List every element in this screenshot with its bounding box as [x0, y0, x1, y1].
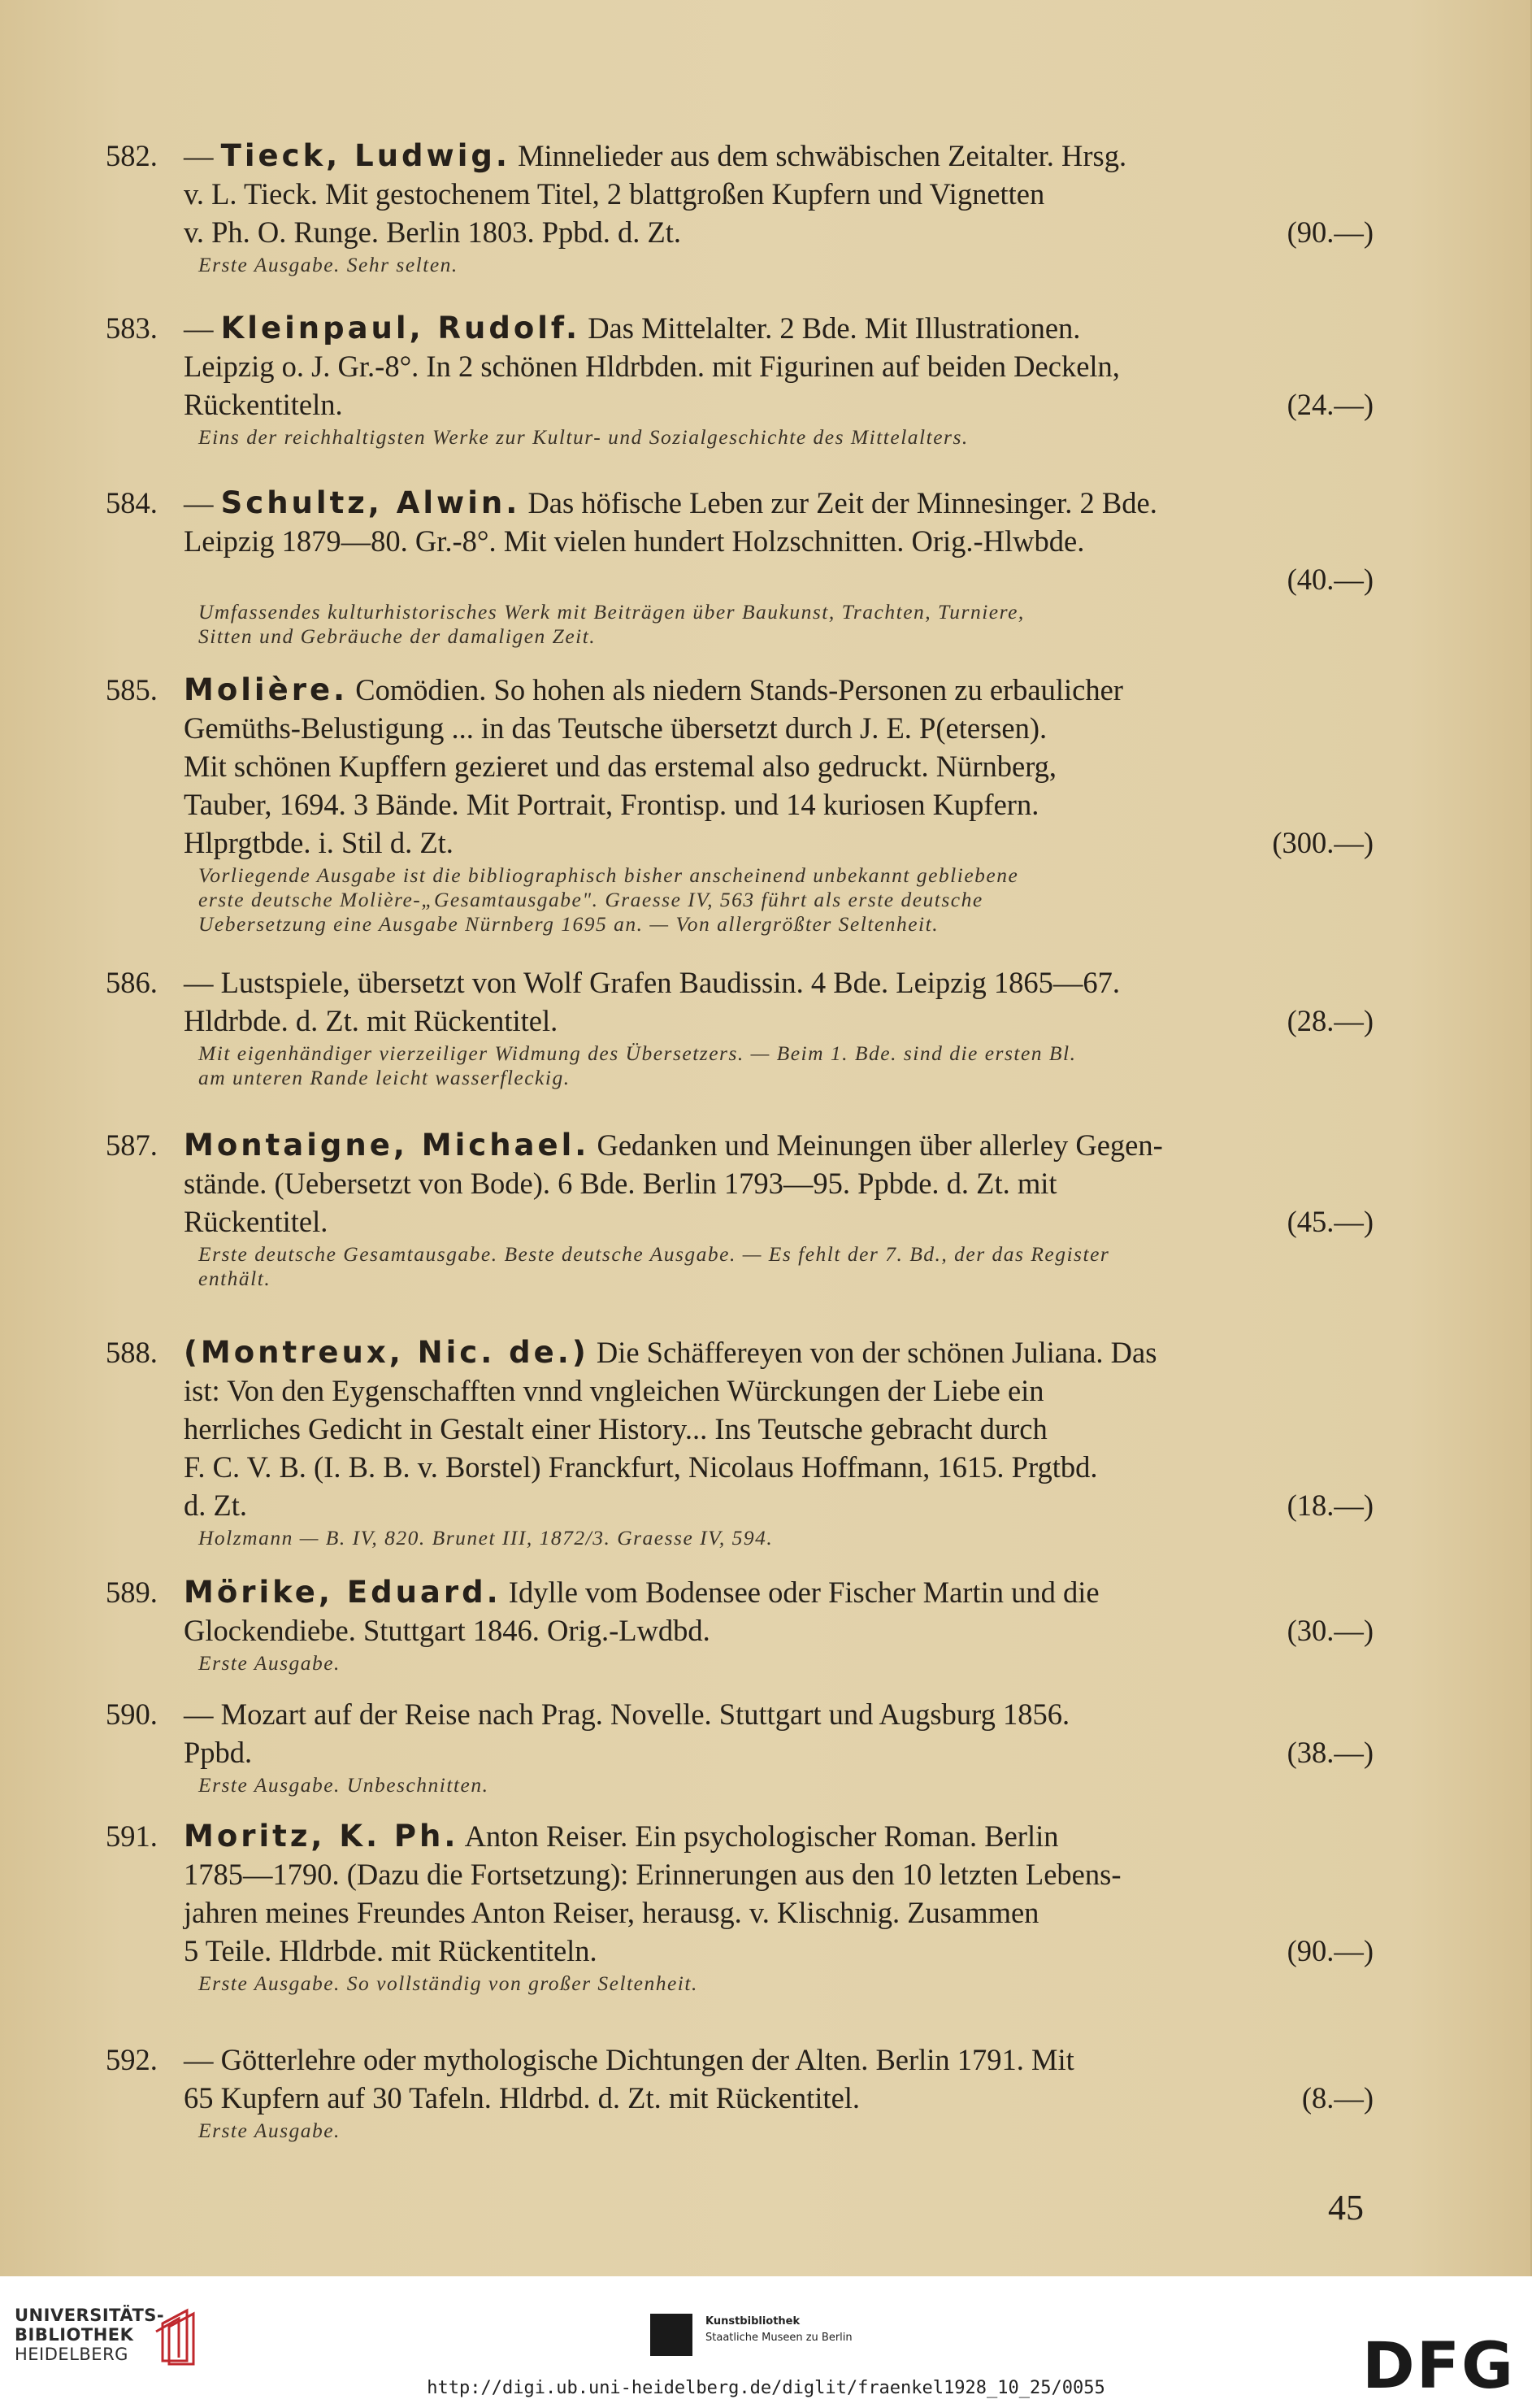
entry-price: (45.—): [1287, 1205, 1374, 1238]
entry-continuation-line: [106, 1855, 1374, 1893]
entry-title-text: Minnelieder aus dem schwäbischen Zeitalter. Hrsg.: [518, 139, 1127, 172]
ditto-dash: —: [184, 1697, 214, 1731]
ditto-dash: —: [184, 311, 214, 345]
entry-line-text: 65 Kupfern auf 30 Tafeln. Hldrbd. d. Zt. mit Rückentitel.: [184, 2081, 861, 2115]
entry-title-text: Idylle vom Bodensee oder Fischer Martin und die: [508, 1576, 1100, 1609]
entry-first-line-text: [184, 1695, 1374, 1733]
entry-first-line-text: [184, 671, 1374, 709]
entry-continuation-line: [106, 785, 1374, 824]
entry-line-text: Mit schönen Kupffern gezieret und das erstemal also gedruckt. Nürnberg,: [184, 750, 1057, 783]
entry-line-text: d. Zt.: [184, 1489, 248, 1522]
entry-note-line: erste deutsche Molière-„Gesamtausgabe". Graesse IV, 563 führt als erste deutsche: [198, 888, 983, 911]
entry-line-text: v. Ph. O. Runge. Berlin 1803. Ppbd. d. Zt.: [184, 215, 682, 249]
entry-line-text: Hlprgtbde. i. Stil d. Zt.: [184, 826, 454, 859]
entry-line-text: Tauber, 1694. 3 Bände. Mit Portrait, Frontisp. und 14 kuriosen Kupfern.: [184, 788, 1039, 821]
entry-title-text: Die Schäffereyen von der schönen Juliana. Das: [596, 1336, 1157, 1369]
entry-first-line-text: [184, 137, 1374, 175]
entry-note-line: Erste Ausgabe. Sehr selten.: [198, 253, 458, 276]
ditto-dash: —: [184, 139, 214, 172]
entry-price: (38.—): [1287, 1736, 1374, 1769]
entry-line-text: stände. (Uebersetzt von Bode). 6 Bde. Berlin 1793—95. Ppbde. d. Zt. mit: [184, 1167, 1057, 1200]
entry-continuation-line: [106, 347, 1374, 385]
entry-continuation-line: [106, 2079, 1374, 2117]
entry-line-text: Hldrbde. d. Zt. mit Rückentitel.: [184, 1004, 558, 1037]
entry-first-line-text: [184, 1573, 1374, 1611]
entry-note: [106, 1242, 1374, 1291]
entry-continuation-line: [106, 213, 1374, 251]
entry-note-line: Sitten und Gebräuche der damaligen Zeit.: [198, 624, 597, 648]
entry-author: Molière.: [184, 672, 349, 707]
entry-first-line-text: [184, 2041, 1374, 2079]
entry-first-line: [106, 1573, 1374, 1611]
entry-number: 591.: [106, 1819, 158, 1853]
entry-continuation-line: [106, 1202, 1374, 1241]
entry-first-line: [106, 1695, 1374, 1733]
catalogue-entry: [106, 484, 1374, 649]
ditto-dash: —: [184, 966, 214, 999]
entry-note: [106, 425, 1374, 450]
catalogue-entry: [106, 1126, 1374, 1291]
entry-price: (28.—): [1287, 1004, 1374, 1037]
entry-line-text: Leipzig o. J. Gr.-8°. In 2 schönen Hldrbden. mit Figurinen auf beiden Deckeln,: [184, 350, 1120, 383]
entry-price: (90.—): [1287, 215, 1374, 249]
entry-continuation-line: [106, 747, 1374, 785]
entry-price: (30.—): [1287, 1614, 1374, 1647]
entry-number: 592.: [106, 2043, 158, 2076]
entry-line-text: jahren meines Freundes Anton Reiser, herausg. v. Klischnig. Zusammen: [184, 1896, 1039, 1929]
ub-heidelberg-logo-text[interactable]: [15, 2306, 164, 2364]
entry-note: [106, 1773, 1374, 1797]
entry-note-line: Erste deutsche Gesamtausgabe. Beste deutsche Ausgabe. — Es fehlt der 7. Bd., der das Register: [198, 1242, 1110, 1266]
entry-title-text: Comödien. So hohen als niedern Stands-Personen zu erbaulicher: [355, 673, 1123, 706]
entry-author: Mörike, Eduard.: [184, 1575, 501, 1610]
ditto-dash: —: [184, 486, 214, 519]
entry-line-text: Rückentitel.: [184, 1205, 328, 1238]
catalogue-entry: [106, 1817, 1374, 1996]
entry-continuation-line: [106, 1893, 1374, 1932]
entry-author: Moritz, K. Ph.: [184, 1819, 459, 1854]
digitization-footer: [0, 2276, 1532, 2408]
entry-first-line-text: [184, 1817, 1374, 1855]
library-name-line3: HEIDELBERG: [15, 2345, 128, 2364]
entry-title-text: Das Mittelalter. 2 Bde. Mit Illustrationen.: [588, 311, 1081, 345]
entry-first-line: [106, 671, 1374, 709]
catalogue-entry: [106, 963, 1374, 1090]
entry-first-line: [106, 1817, 1374, 1855]
kunstbibliothek-subtitle: Staatliche Museen zu Berlin: [705, 2332, 853, 2344]
entry-continuation-line: [106, 1733, 1374, 1771]
entry-continuation-line: [106, 1932, 1374, 1970]
entry-number: 589.: [106, 1576, 158, 1609]
entry-price: (300.—): [1272, 826, 1374, 859]
entry-first-line-text: [184, 1333, 1374, 1371]
kunstbibliothek-square-icon: [650, 2314, 692, 2356]
catalogue-entry: [106, 309, 1374, 450]
catalogue-entry: [106, 1695, 1374, 1797]
entry-note-line: Erste Ausgabe. Unbeschnitten.: [198, 1773, 489, 1797]
library-name-line2: BIBLIOTHEK: [15, 2325, 134, 2345]
entry-line-text: Ppbd.: [184, 1736, 253, 1769]
entry-author: Kleinpaul, Rudolf.: [220, 311, 581, 346]
library-name-line1: UNIVERSITÄTS-: [15, 2306, 165, 2325]
entry-line-text: Gemüths-Belustigung ... in das Teutsche übersetzt durch J. E. P(etersen).: [184, 711, 1048, 745]
entry-continuation-line: [106, 709, 1374, 747]
entry-note: [106, 1041, 1374, 1090]
entry-first-line: [106, 1333, 1374, 1371]
entry-number: 583.: [106, 311, 158, 345]
kunstbibliothek-name: Kunstbibliothek: [705, 2315, 801, 2328]
entry-author: Montaigne, Michael.: [184, 1128, 590, 1163]
entry-continuation-line: [106, 1410, 1374, 1448]
entry-title-text: Das höfische Leben zur Zeit der Minnesinger. 2 Bde.: [527, 486, 1157, 519]
entry-price: (40.—): [1287, 563, 1374, 596]
entry-line-text: 1785—1790. (Dazu die Fortsetzung): Erinnerungen aus den 10 letzten Lebens-: [184, 1858, 1122, 1891]
entry-continuation-line: [106, 824, 1374, 862]
ditto-dash: —: [184, 2043, 214, 2076]
entry-first-line-text: [184, 1126, 1374, 1164]
entry-line-text: Leipzig 1879—80. Gr.-8°. Mit vielen hundert Holzschnitten. Orig.-Hlwbde.: [184, 524, 1085, 558]
page-number: 45: [1328, 2188, 1364, 2228]
entry-note: [106, 600, 1374, 649]
entry-line-text: 5 Teile. Hldrbde. mit Rückentiteln.: [184, 1934, 597, 1967]
entry-number: 588.: [106, 1336, 158, 1369]
catalogue-entry: [106, 671, 1374, 937]
entry-continuation-line: [106, 385, 1374, 424]
entry-continuation-line: [106, 1611, 1374, 1650]
entry-number: 582.: [106, 139, 158, 172]
entry-note-line: Erste Ausgabe.: [198, 1651, 341, 1675]
entry-note-line: Vorliegende Ausgabe ist die bibliographisch bisher anscheinend unbekannt gebliebene: [198, 863, 1019, 887]
ub-heidelberg-logo-icon: [154, 2307, 200, 2366]
entry-line-text: v. L. Tieck. Mit gestochenem Titel, 2 blattgroßen Kupfern und Vignetten: [184, 177, 1045, 211]
entry-first-line-text: [184, 963, 1374, 1002]
entry-number: 587.: [106, 1128, 158, 1162]
entry-note: [106, 1651, 1374, 1676]
entry-first-line: [106, 1126, 1374, 1164]
entry-number: 586.: [106, 966, 158, 999]
catalogue-entry: [106, 1333, 1374, 1550]
entry-first-line-text: [184, 484, 1374, 522]
entry-note: [106, 863, 1374, 937]
entry-continuation-line: [106, 1002, 1374, 1040]
entry-title-text: Gedanken und Meinungen über allerley Gegen-: [597, 1128, 1163, 1162]
entry-note-line: Eins der reichhaltigsten Werke zur Kultur- und Sozialgeschichte des Mittelalters.: [198, 425, 969, 449]
entry-continuation-line: [106, 1486, 1374, 1524]
entry-continuation-line: [106, 175, 1374, 213]
entry-note-line: Uebersetzung eine Ausgabe Nürnberg 1695 an. — Von allergrößter Seltenheit.: [198, 912, 940, 936]
entry-continuation-line: [106, 522, 1374, 560]
entry-continuation-line: [106, 1371, 1374, 1410]
dfg-logo[interactable]: DFG: [1362, 2330, 1516, 2403]
entry-note-line: Umfassendes kulturhistorisches Werk mit Beiträgen über Baukunst, Trachten, Turniere,: [198, 600, 1025, 624]
entry-line-text: Glockendiebe. Stuttgart 1846. Orig.-Lwdbd.: [184, 1614, 710, 1647]
catalogue-entry: [106, 2041, 1374, 2143]
permalink-url[interactable]: http://digi.ub.uni-heidelberg.de/diglit/fraenkel1928_10_25/0055: [427, 2378, 1105, 2398]
entry-continuation-line: [106, 1164, 1374, 1202]
entry-author: Tieck, Ludwig.: [220, 138, 510, 173]
entry-first-line: [106, 137, 1374, 175]
entry-note: [106, 1526, 1374, 1550]
entry-author: Schultz, Alwin.: [220, 485, 521, 520]
entry-note: [106, 2119, 1374, 2143]
entry-first-line: [106, 309, 1374, 347]
entry-price: (18.—): [1287, 1489, 1374, 1522]
entry-line-text: Rückentiteln.: [184, 388, 343, 421]
entry-number: 584.: [106, 486, 158, 519]
entry-note-line: Holzmann — B. IV, 820. Brunet III, 1872/3. Graesse IV, 594.: [198, 1526, 774, 1550]
catalogue-entry: [106, 137, 1374, 277]
entry-title-text: Anton Reiser. Ein psychologischer Roman. Berlin: [464, 1819, 1059, 1853]
entry-title-text: Lustspiele, übersetzt von Wolf Grafen Baudissin. 4 Bde. Leipzig 1865—67.: [220, 966, 1121, 999]
entry-number: 585.: [106, 673, 158, 706]
entry-title-text: Götterlehre oder mythologische Dichtungen der Alten. Berlin 1791. Mit: [220, 2043, 1074, 2076]
entry-first-line: [106, 484, 1374, 522]
entry-note-line: enthält.: [198, 1267, 271, 1290]
entry-line-text: herrliches Gedicht in Gestalt einer History... Ins Teutsche gebracht durch: [184, 1412, 1048, 1445]
entry-price: (90.—): [1287, 1934, 1374, 1967]
entry-continuation-line: [106, 1448, 1374, 1486]
catalogue-entry: [106, 1573, 1374, 1676]
entry-price: (8.—): [1301, 2081, 1374, 2115]
entry-first-line-text: [184, 309, 1374, 347]
entry-line-text: F. C. V. B. (I. B. B. v. Borstel) Franckfurt, Nicolaus Hoffmann, 1615. Prgtbd.: [184, 1450, 1098, 1484]
entry-note-line: Erste Ausgabe. So vollständig von großer Seltenheit.: [198, 1971, 698, 1995]
entry-note-line: Erste Ausgabe.: [198, 2119, 341, 2142]
entry-title-text: Mozart auf der Reise nach Prag. Novelle. Stuttgart und Augsburg 1856.: [220, 1697, 1070, 1731]
entry-price: (24.—): [1287, 388, 1374, 421]
entry-note: [106, 1971, 1374, 1996]
entry-first-line: [106, 963, 1374, 1002]
entry-author: (Montreux, Nic. de.): [184, 1335, 589, 1370]
entry-number: 590.: [106, 1697, 158, 1731]
entry-line-text: ist: Von den Eygenschafften vnnd vngleichen Würckungen der Liebe ein: [184, 1374, 1044, 1407]
entry-first-line: [106, 2041, 1374, 2079]
entry-continuation-line: [106, 560, 1374, 598]
entry-note-line: am unteren Rande leicht wasserfleckig.: [198, 1066, 571, 1089]
entry-note-line: Mit eigenhändiger vierzeiliger Widmung des Übersetzers. — Beim 1. Bde. sind die ersten Bl.: [198, 1041, 1077, 1065]
entry-note: [106, 253, 1374, 277]
